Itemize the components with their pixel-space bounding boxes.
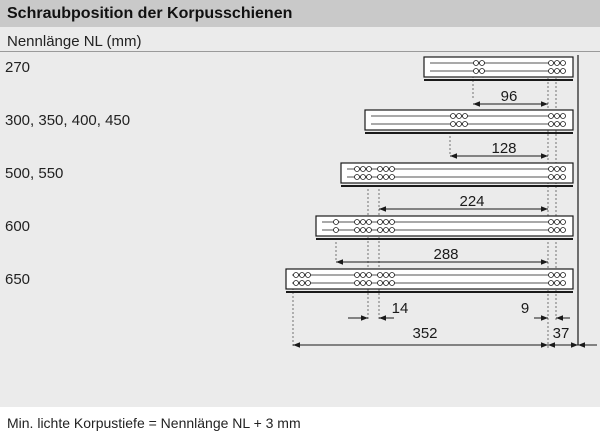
row-label-600: 600: [5, 218, 31, 235]
dim-label-288: 288: [433, 246, 459, 263]
row-label-300-450: 300, 350, 400, 450: [5, 112, 131, 129]
row-label-650: 650: [5, 271, 31, 288]
dim-label-9: 9: [520, 300, 530, 317]
nominal-length-heading: Nennlänge NL (mm): [7, 33, 142, 50]
rail-300-450: [365, 110, 573, 133]
footer-note: Min. lichte Korpustiefe = Nennlänge NL + 3 mm: [7, 415, 301, 431]
dim-label-14: 14: [391, 300, 409, 317]
row-label-270: 270: [5, 59, 31, 76]
rail-270: [424, 57, 573, 80]
dim-label-224: 224: [459, 193, 485, 210]
rail-500-550: [341, 163, 573, 186]
rail-600: [316, 216, 573, 239]
dim-label-352: 352: [412, 325, 438, 342]
rail-650: [286, 269, 573, 292]
page-title: Schraubposition der Korpusschienen: [7, 5, 293, 22]
dim-label-96: 96: [500, 88, 518, 105]
row-label-500-550: 500, 550: [5, 165, 64, 182]
dim-label-128: 128: [491, 140, 517, 157]
dim-label-37: 37: [552, 325, 570, 342]
